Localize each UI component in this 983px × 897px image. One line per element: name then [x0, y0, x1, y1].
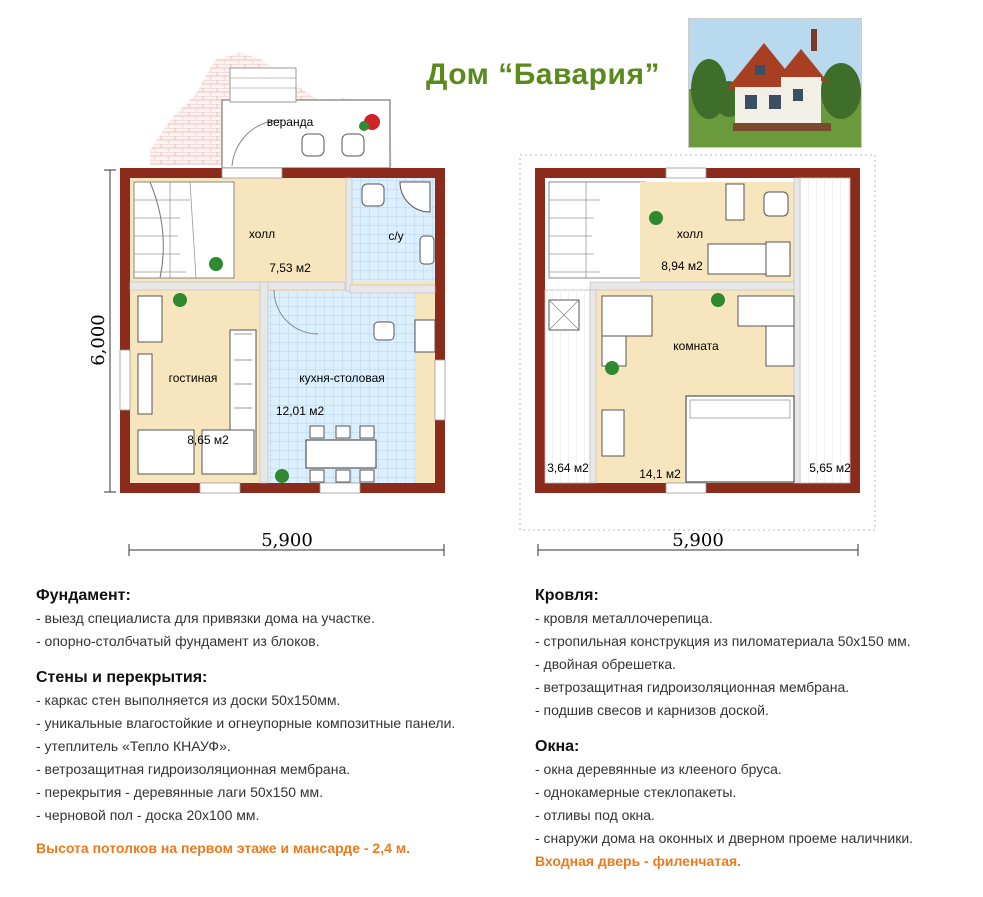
dimension-height: 6,000: [88, 314, 109, 366]
sink-icon: [420, 236, 434, 264]
room-label-kitchen: кухня-столовая: [299, 371, 385, 385]
room-area-living: 8,65 м2: [187, 433, 229, 447]
plan-attic-floor: [520, 155, 875, 556]
list-item: - окна деревянные из клееного бруса.: [535, 761, 782, 777]
walls-heading: Стены и перекрытия:: [36, 669, 208, 686]
dresser-icon: [602, 410, 624, 456]
list-item: - ветрозащитная гидроизоляционная мембрана.: [36, 761, 351, 777]
foundation-heading: Фундамент:: [36, 587, 131, 604]
desk-icon: [726, 184, 744, 220]
dimension-width: 5,900: [672, 530, 724, 551]
list-item: - каркас стен выполняется из доски 50х150мм.: [36, 692, 341, 708]
room-area-left: 3,64 м2: [547, 461, 589, 475]
walls-list: [36, 689, 455, 827]
dining-table: [306, 440, 376, 468]
room-label-veranda: веранда: [266, 115, 314, 129]
ceiling-height-note: Высота потолков на первом этаже и мансарде - 2,4 м.: [36, 840, 411, 856]
room-label-room: комната: [673, 339, 719, 353]
spec-column-right: [535, 585, 913, 873]
foundation-list: [36, 607, 455, 653]
fireplace-icon: [138, 296, 162, 342]
list-item: - перекрытия - деревянные лаги 50х150 мм.: [36, 784, 324, 800]
list-item: - опорно-столбчатый фундамент из блоков.: [36, 633, 320, 649]
list-item: - выезд специалиста для привязки дома на участке.: [36, 610, 375, 626]
room-area-kitchen: 12,01 м2: [275, 404, 325, 418]
spec-column-left: [36, 585, 455, 860]
chair-icon: [764, 192, 788, 216]
list-item: - отливы под окна.: [535, 807, 655, 823]
room-area-right: 5,65 м2: [809, 461, 851, 475]
kitchen-sink-icon: [415, 320, 435, 352]
list-item: - ветрозащитная гидроизоляционная мембрана.: [535, 679, 850, 695]
list-item: - подшив свесов и карнизов доской.: [535, 702, 769, 718]
veranda-steps: [230, 68, 296, 102]
toilet-icon: [362, 184, 384, 206]
chair-icon: [342, 134, 364, 156]
room-area-room: 14,1 м2: [639, 467, 681, 481]
list-item: - кровля металлочерепица.: [535, 610, 713, 626]
list-item: - двойная обрешетка.: [535, 656, 677, 672]
room-label-bath: с/у: [388, 229, 404, 243]
roof-list: [535, 607, 913, 722]
storage-right: [800, 178, 850, 483]
dimension-width: 5,900: [261, 530, 313, 551]
list-item: - уникальные влагостойкие и огнеупорные композитные панели.: [36, 715, 456, 731]
list-item: - стропильная конструкция из пиломатериала 50х150 мм.: [535, 633, 911, 649]
stove-icon: [374, 322, 394, 340]
plan-ground-floor: [88, 52, 445, 556]
room-area-hall: 7,53 м2: [269, 261, 311, 275]
room-label-living: гостиная: [168, 371, 218, 385]
list-item: - утеплитель «Тепло КНАУФ».: [36, 738, 231, 754]
room-label-hall: холл: [248, 227, 276, 241]
room-area-hall: 8,94 м2: [661, 259, 703, 273]
chair-icon: [302, 134, 324, 156]
staircase: [549, 182, 645, 278]
page-title: Дом “Бавария”: [426, 58, 660, 91]
bed-icon: [708, 244, 768, 274]
roof-heading: Кровля:: [535, 587, 599, 604]
windows-list: [535, 758, 913, 850]
door-note: Входная дверь - филенчатая.: [535, 853, 742, 869]
list-item: - однокамерные стеклопакеты.: [535, 784, 737, 800]
list-item: - черновой пол - доска 20х100 мм.: [36, 807, 260, 823]
windows-heading: Окна:: [535, 738, 580, 755]
cabinet-icon: [138, 354, 152, 414]
room-label-hall: холл: [676, 227, 704, 241]
list-item: - снаружи дома на оконных и дверном проеме наличники.: [535, 830, 914, 846]
